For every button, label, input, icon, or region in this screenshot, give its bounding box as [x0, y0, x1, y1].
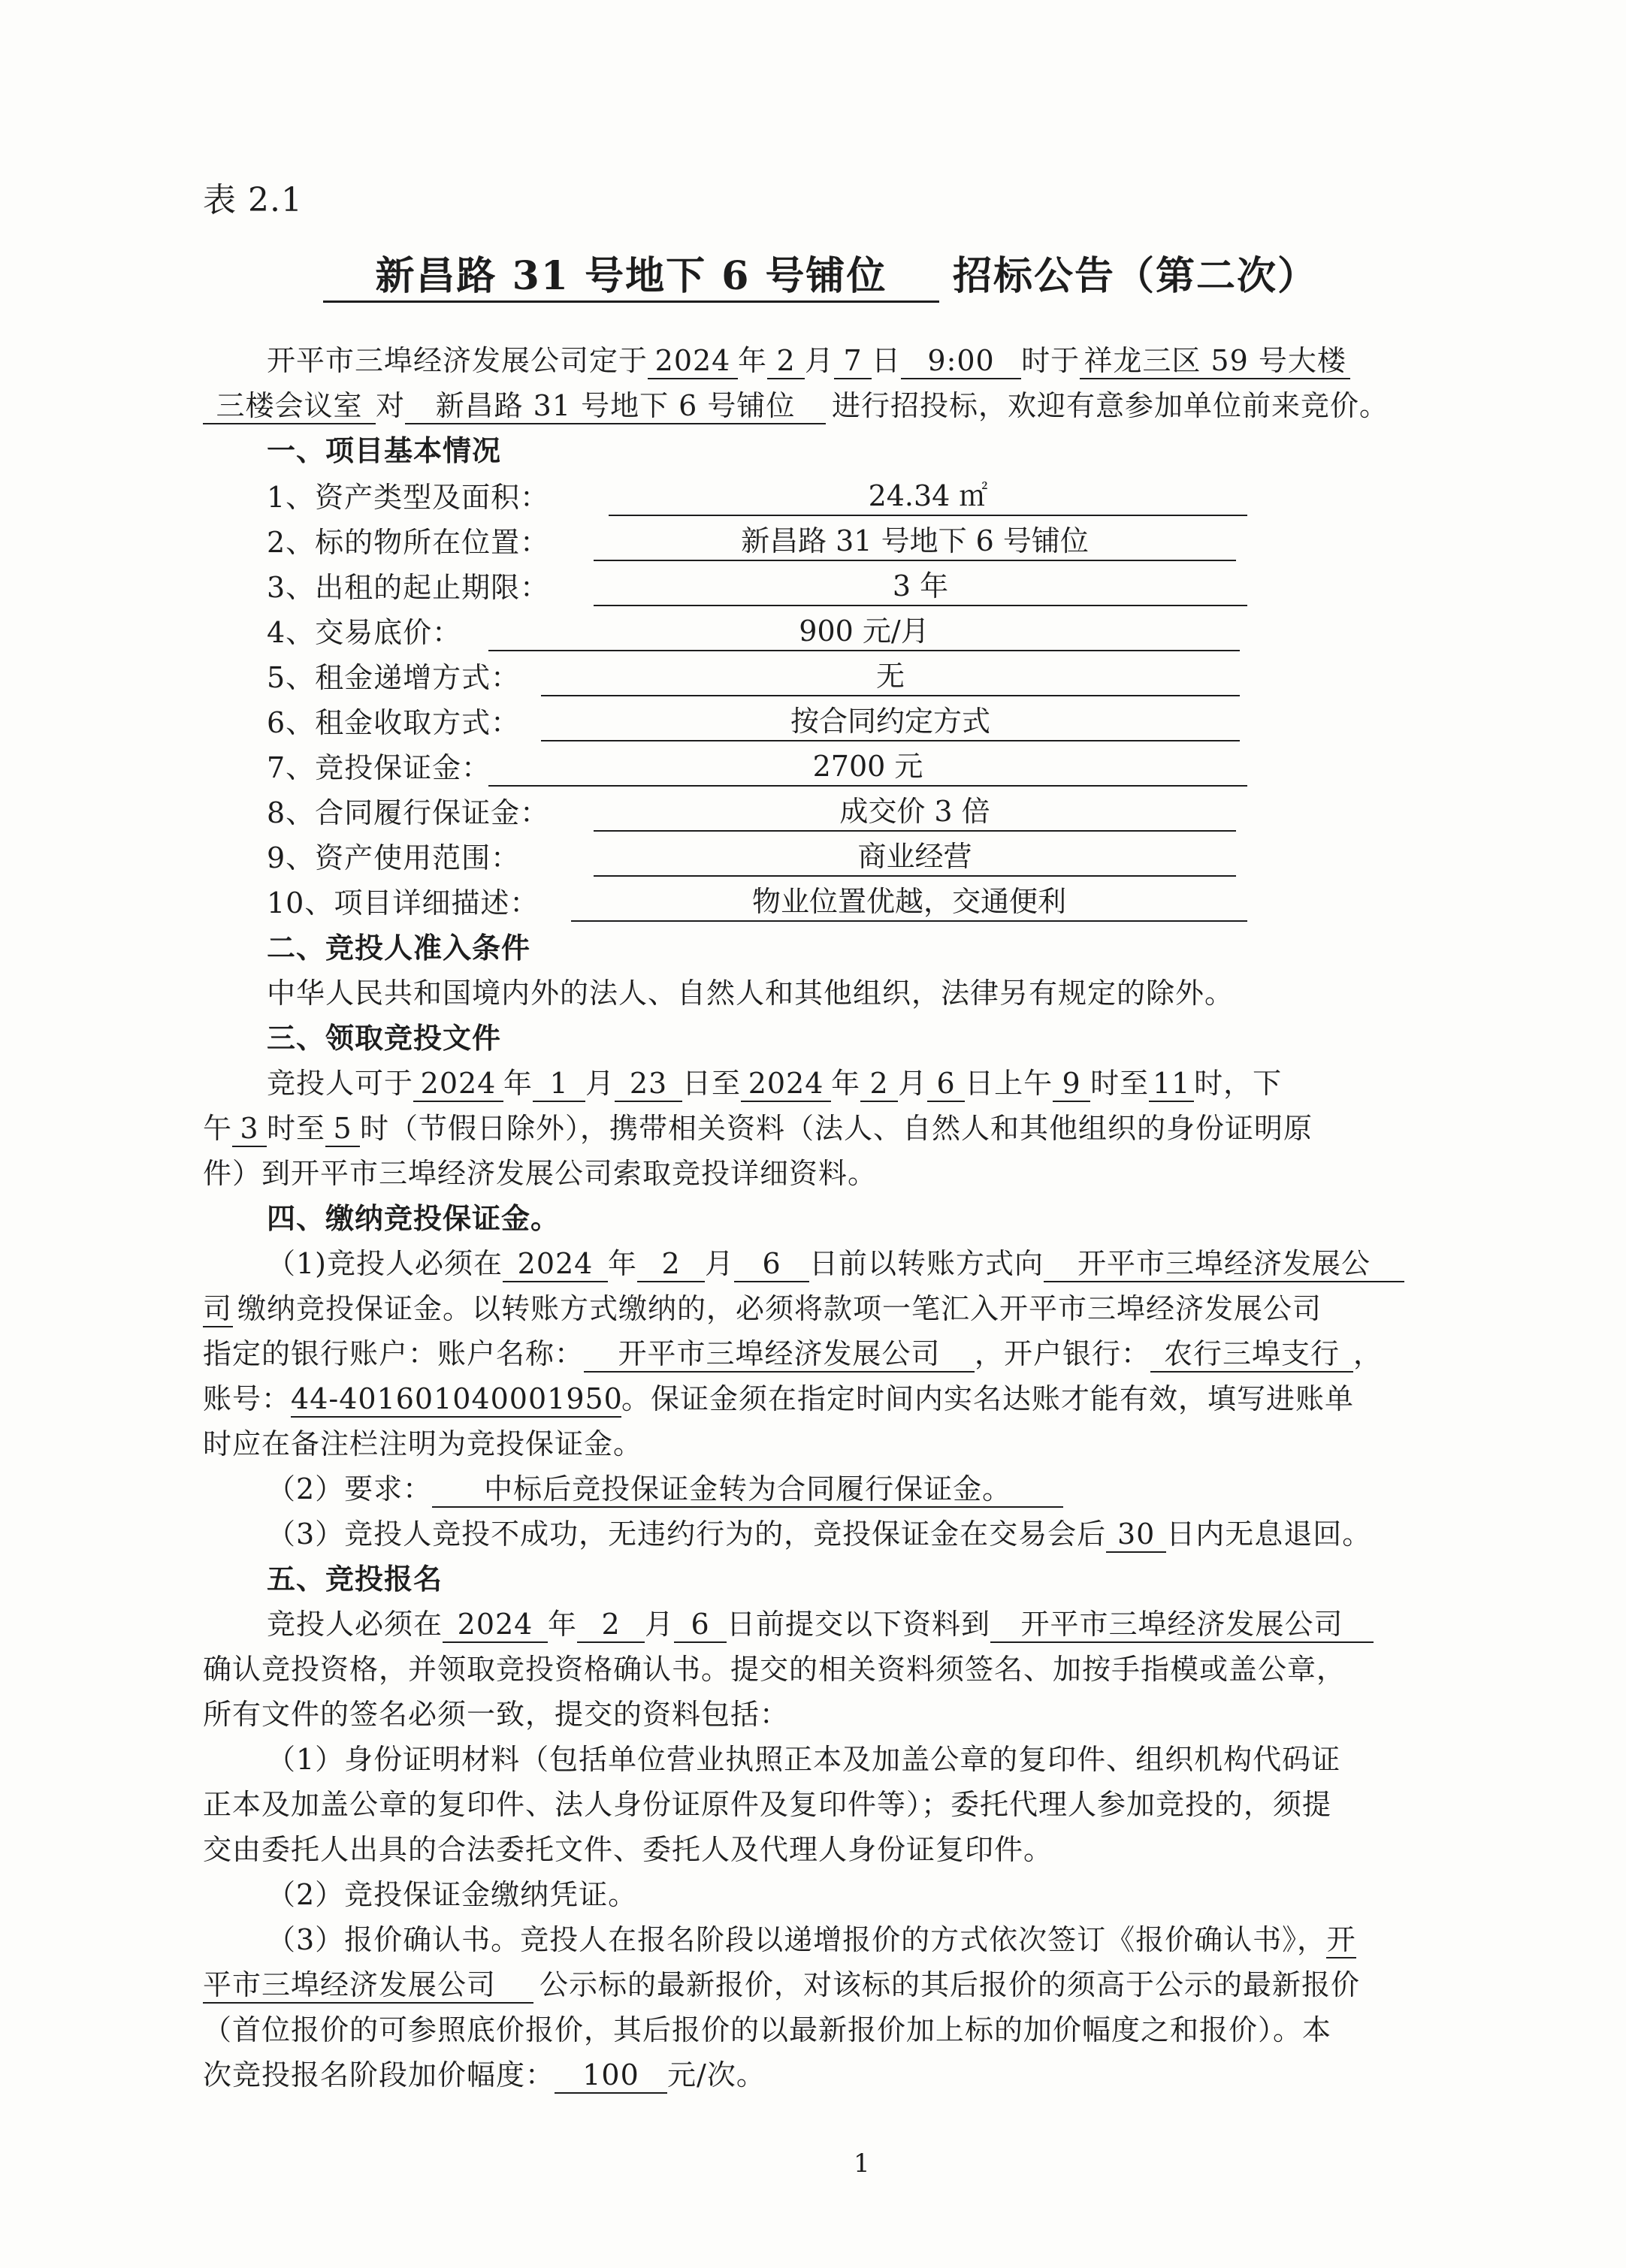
section5-line-2: 确认竞投资格，并领取竞投资格确认书。提交的相关资料须签名、加按手指模或盖公章， — [203, 1653, 1346, 1686]
section5-item3-line-2: 平市三埠经济发展公司 公示标的最新报价，对该标的其后报价的须高于公示的最新报价 — [203, 1966, 1360, 2004]
section5-item1-line-1: （1）身份证明材料（包括单位营业执照正本及加盖公章的复印件、组织机构代码证 — [267, 1743, 1341, 1776]
section5-line-3: 所有文件的签名必须一致，提交的资料包括： — [203, 1698, 790, 1731]
section3-heading: 三、领取竞投文件 — [267, 1021, 502, 1055]
item-9-value: 商业经营 — [594, 839, 1236, 877]
table-label: 表 2.1 — [203, 181, 303, 219]
section5-item3-line-3: （首位报价的可参照底价报价，其后报价的以最新报价加上标的加价幅度之和报价）。本 — [203, 2013, 1332, 2046]
section4-p1-line-4: 账号：44-401601040001950。保证金须在指定时间内实名达账才能有效，填写进账单 — [203, 1380, 1354, 1418]
section4-p1-line-3: 指定的银行账户：账户名称： 开平市三埠经济发展公司 ，开户银行： 农行三埠支行 ， — [203, 1335, 1383, 1373]
section5-item2: （2）竞投保证金缴纳凭证。 — [267, 1878, 638, 1911]
item-2-value: 新昌路 31 号地下 6 号铺位 — [594, 524, 1236, 561]
item-3-value: 3 年 — [594, 569, 1247, 606]
section4-p2: （2）要求： 中标后竞投保证金转为合同履行保证金。 — [267, 1470, 1063, 1508]
item-7-value: 2700 元 — [488, 749, 1247, 787]
section1-heading: 一、项目基本情况 — [267, 433, 502, 467]
section4-p1-line-1: （1)竞投人必须在 2024 年 2 月 6 日前以转账方式向 开平市三埠经济发展公 — [267, 1245, 1404, 1282]
item-10-label: 10、项目详细描述： — [267, 886, 539, 920]
section2-text: 中华人民共和国境内外的法人、自然人和其他组织，法律另有规定的除外。 — [267, 977, 1235, 1010]
intro-line-1: 开平市三埠经济发展公司定于 2024 年 2 月 7 日 9:00 时于 祥龙三区 59 号大楼 — [267, 342, 1350, 379]
item-1-value: 24.34 ㎡ — [609, 479, 1247, 516]
item-7-label: 7、竞投保证金： — [267, 751, 491, 784]
section5-item3-line-4: 次竞投报名阶段加价幅度： 100 元/次。 — [203, 2056, 766, 2094]
section5-line-1: 竞投人必须在 2024 年 2 月 6 日前提交以下资料到 开平市三埠经济发展公司 — [267, 1605, 1374, 1643]
item-4-value: 900 元/月 — [488, 614, 1240, 651]
item-4-label: 4、交易底价： — [267, 616, 462, 649]
item-3-label: 3、出租的起止期限： — [267, 571, 550, 604]
item-5-label: 5、租金递增方式： — [267, 661, 521, 694]
item-9-label: 9、资产使用范围： — [267, 841, 521, 874]
section4-p1-line-5: 时应在备注栏注明为竞投保证金。 — [203, 1427, 643, 1460]
section5-item3-line-1: （3）报价确认书。竞投人在报名阶段以递增报价的方式依次签订《报价确认书》，开 — [267, 1921, 1356, 1958]
item-1-label: 1、资产类型及面积： — [267, 481, 550, 514]
item-8-value: 成交价 3 倍 — [594, 794, 1236, 832]
section3-line-2: 午 3 时至 5 时（节假日除外），携带相关资料（法人、自然人和其他组织的身份证明原 — [203, 1110, 1313, 1147]
item-5-value: 无 — [541, 659, 1240, 696]
item-8-label: 8、合同履行保证金： — [267, 796, 550, 829]
section3-line-1: 竞投人可于 2024 年 1 月 23 日至 2024 年 2 月 6 日上午 9 时至 11 时，下 — [267, 1065, 1282, 1102]
section5-heading: 五、竞投报名 — [267, 1562, 443, 1596]
page-number: 1 — [854, 2149, 871, 2179]
section2-heading: 二、竞投人准入条件 — [267, 931, 531, 965]
section4-p1-line-2: 司 缴纳竞投保证金。以转账方式缴纳的，必须将款项一笔汇入开平市三埠经济发展公司 — [203, 1290, 1322, 1327]
title-suffix: 招标公告（第二次） — [953, 253, 1319, 299]
section4-heading: 四、缴纳竞投保证金。 — [267, 1201, 561, 1235]
item-2-label: 2、标的物所在位置： — [267, 526, 550, 559]
item-10-value: 物业位置优越，交通便利 — [571, 884, 1247, 922]
section5-item1-line-2: 正本及加盖公章的复印件、法人身份证原件及复印件等）；委托代理人参加竞投的，须提 — [203, 1788, 1332, 1821]
section5-item1-line-3: 交由委托人出具的合法委托文件、委托人及代理人身份证复印件。 — [203, 1833, 1053, 1866]
intro-line-2: 三楼会议室 对 新昌路 31 号地下 6 号铺位 进行招投标，欢迎有意参加单位前来竞价。 — [203, 387, 1389, 424]
item-6-label: 6、租金收取方式： — [267, 706, 521, 739]
title-subject: 新昌路 31 号地下 6 号铺位 — [323, 252, 939, 303]
item-6-value: 按合同约定方式 — [541, 704, 1240, 741]
page-title — [323, 244, 1318, 303]
section3-line-3: 件）到开平市三埠经济发展公司索取竞投详细资料。 — [203, 1157, 878, 1190]
section4-p3: （3）竞投人竞投不成功，无违约行为的，竞投保证金在交易会后 30 日内无息退回。 — [267, 1515, 1371, 1553]
